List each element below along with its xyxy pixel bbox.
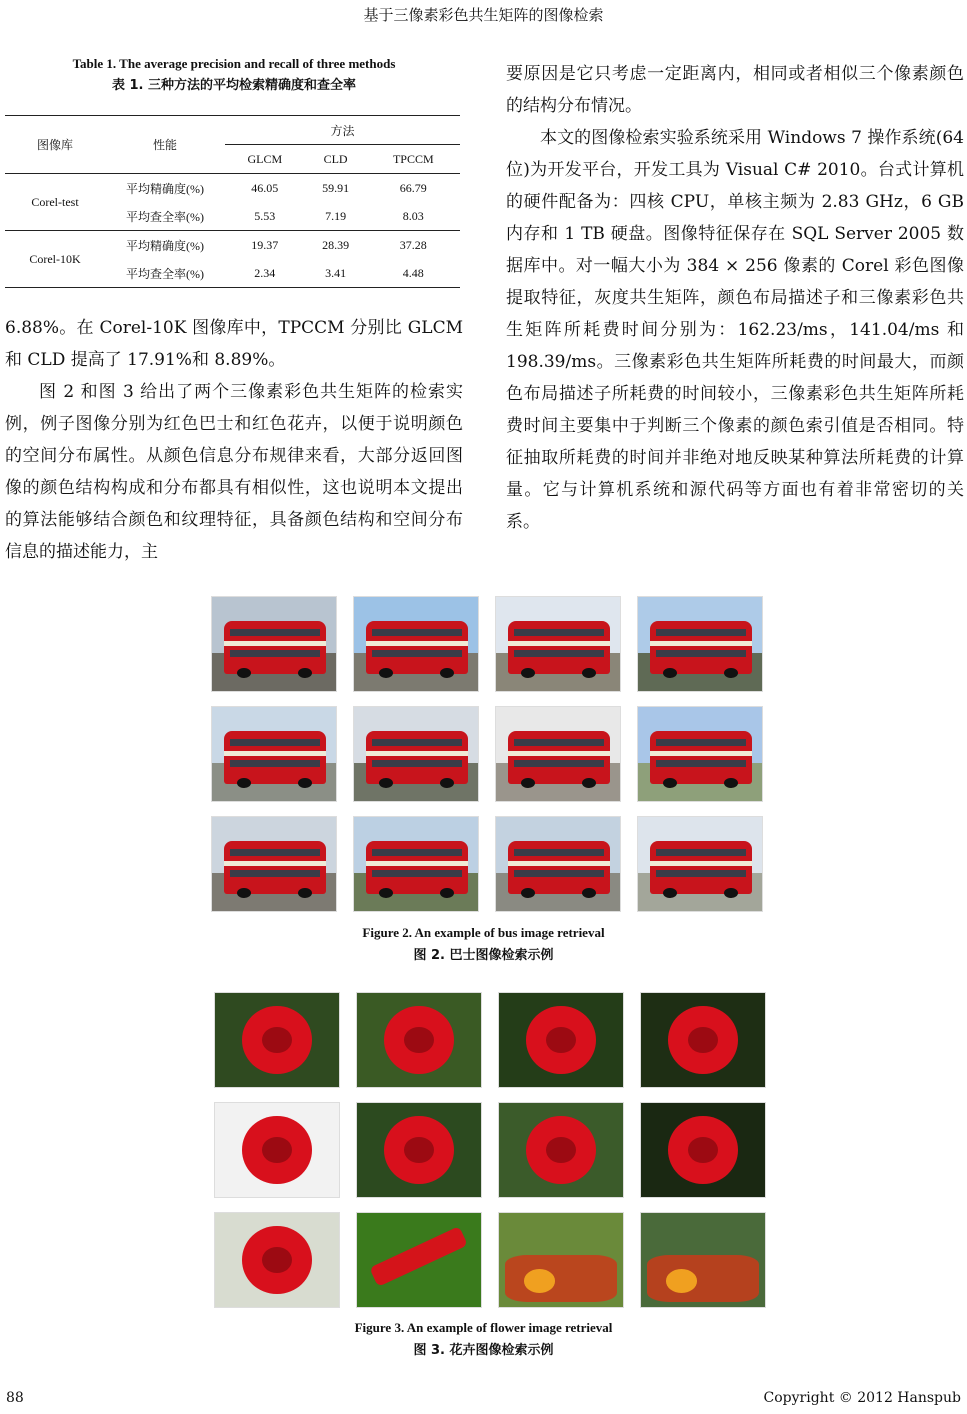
figure3-caption-en: Figure 3. An example of flower image retrieval: [354, 1320, 613, 1335]
row-metric: 平均精确度(%): [126, 238, 204, 253]
copyright: Copyright © 2012 Hanspub: [763, 1390, 961, 1406]
cell: 7.19: [325, 208, 347, 223]
flower-thumbnail: [498, 992, 624, 1088]
cell: 8.03: [402, 208, 424, 223]
bus-thumbnail: [211, 596, 337, 692]
table-row: [5, 231, 460, 260]
row-metric: 平均查全率(%): [126, 266, 204, 281]
table-row: [5, 174, 460, 203]
bus-thumbnail: [495, 706, 621, 802]
cell: 37.28: [399, 237, 427, 252]
left-column: [5, 56, 463, 568]
figure3-caption-zh: 图 3. 花卉图像检索示例: [413, 1343, 554, 1358]
cell: 66.79: [399, 180, 427, 195]
flower-thumbnail: [640, 1212, 766, 1308]
header-library: 图像库: [36, 138, 73, 152]
flower-thumbnail: [356, 992, 482, 1088]
bus-thumbnail: [353, 596, 479, 692]
results-table: [5, 115, 460, 288]
cell: 5.53: [254, 208, 276, 223]
bus-thumbnail: [211, 816, 337, 912]
flower-thumbnail: [214, 1212, 340, 1308]
bus-thumbnail: [495, 596, 621, 692]
table-caption-en: Table 1. The average precision and recall of three methods: [72, 56, 396, 71]
flower-thumbnail: [356, 1102, 482, 1198]
flower-thumbnail: [214, 1102, 340, 1198]
row-library: Corel-test: [31, 194, 79, 209]
flower-thumbnail: [214, 992, 340, 1088]
figure2-caption-zh: 图 2. 巴士图像检索示例: [413, 948, 554, 963]
cell: 28.39: [322, 237, 350, 252]
right-column: [506, 58, 964, 538]
flower-image-grid: [214, 992, 766, 1308]
running-header: 基于三像素彩色共生矩阵的图像检索: [363, 6, 604, 24]
cell: 46.05: [251, 180, 279, 195]
cell: 3.41: [325, 265, 347, 280]
flower-thumbnail: [640, 1102, 766, 1198]
flower-thumbnail: [640, 992, 766, 1088]
row-metric: 平均精确度(%): [126, 181, 204, 196]
cell: 59.91: [322, 180, 350, 195]
left-paragraph-2: 图 2 和图 3 给出了两个三像素彩色共生矩阵的检索实例，例子图像分别为红色巴士和红色花卉，以便于说明颜色的空间分布属性。从颜色信息分布规律来看，大部分返回图像的颜色结构构成和分布都具有相似性，这也说明本文提出的算法能够结合颜色和纹理特征，具备颜色结构和空间分布信息的描述能力，主: [5, 382, 463, 562]
bus-thumbnail: [637, 596, 763, 692]
page-number: 88: [6, 1390, 24, 1406]
cell: 4.48: [402, 265, 424, 280]
bus-image-grid: [211, 596, 763, 912]
bus-thumbnail: [211, 706, 337, 802]
header-metric: 性能: [152, 138, 177, 152]
flower-thumbnail: [356, 1212, 482, 1308]
left-paragraph-1: 6.88%。在 Corel-10K 图像库中，TPCCM 分别比 GLCM 和 CLD 提高了 17.91%和 8.89%。: [5, 318, 463, 370]
bus-thumbnail: [637, 816, 763, 912]
header-glcm: GLCM: [247, 151, 283, 166]
row-library: Corel-10K: [5, 231, 105, 288]
bus-thumbnail: [495, 816, 621, 912]
figure2-caption-en: Figure 2. An example of bus image retrieval: [362, 925, 605, 940]
flower-thumbnail: [498, 1212, 624, 1308]
table-caption-zh: 表 1. 三种方法的平均检索精确度和查全率: [111, 78, 357, 93]
flower-thumbnail: [498, 1102, 624, 1198]
bus-thumbnail: [353, 706, 479, 802]
header-tpccm: TPCCM: [392, 151, 434, 166]
cell: 19.37: [251, 237, 279, 252]
cell: 2.34: [254, 265, 276, 280]
bus-thumbnail: [637, 706, 763, 802]
bus-thumbnail: [353, 816, 479, 912]
header-cld: CLD: [323, 151, 348, 166]
right-paragraph-2: 本文的图像检索实验系统采用 Windows 7 操作系统(64 位)为开发平台，开发工具为 Visual C# 2010。台式计算机的硬件配备为：四核 CPU，单核主频为 2.83 GHz，6 GB 内存和 1 TB 硬盘。图像特征保存在 SQL Server 2005 数据库中。对一幅大小为 384 × 256 像素的 Corel 彩色图像提取特征，灰度共生矩阵，颜色布局描述子和三像素彩色共生矩阵所耗费时间分别为：162.23/ms，141.04/ms 和 198.39/ms。三像素彩色共生矩阵所耗费的时间最大，而颜色布局描述子所耗费的时间较小，三像素彩色共生矩阵所耗费时间主要集中于判断三个像素的颜色索引值是否相同。特征抽取所耗费的时间并非绝对地反映某种算法所耗费的计算量。它与计算机系统和源代码等方面也有着非常密切的关系。: [506, 128, 964, 532]
right-paragraph-1: 要原因是它只考虑一定距离内，相同或者相似三个像素颜色的结构分布情况。: [506, 64, 964, 116]
row-metric: 平均查全率(%): [126, 209, 204, 224]
header-method: 方法: [225, 116, 460, 145]
